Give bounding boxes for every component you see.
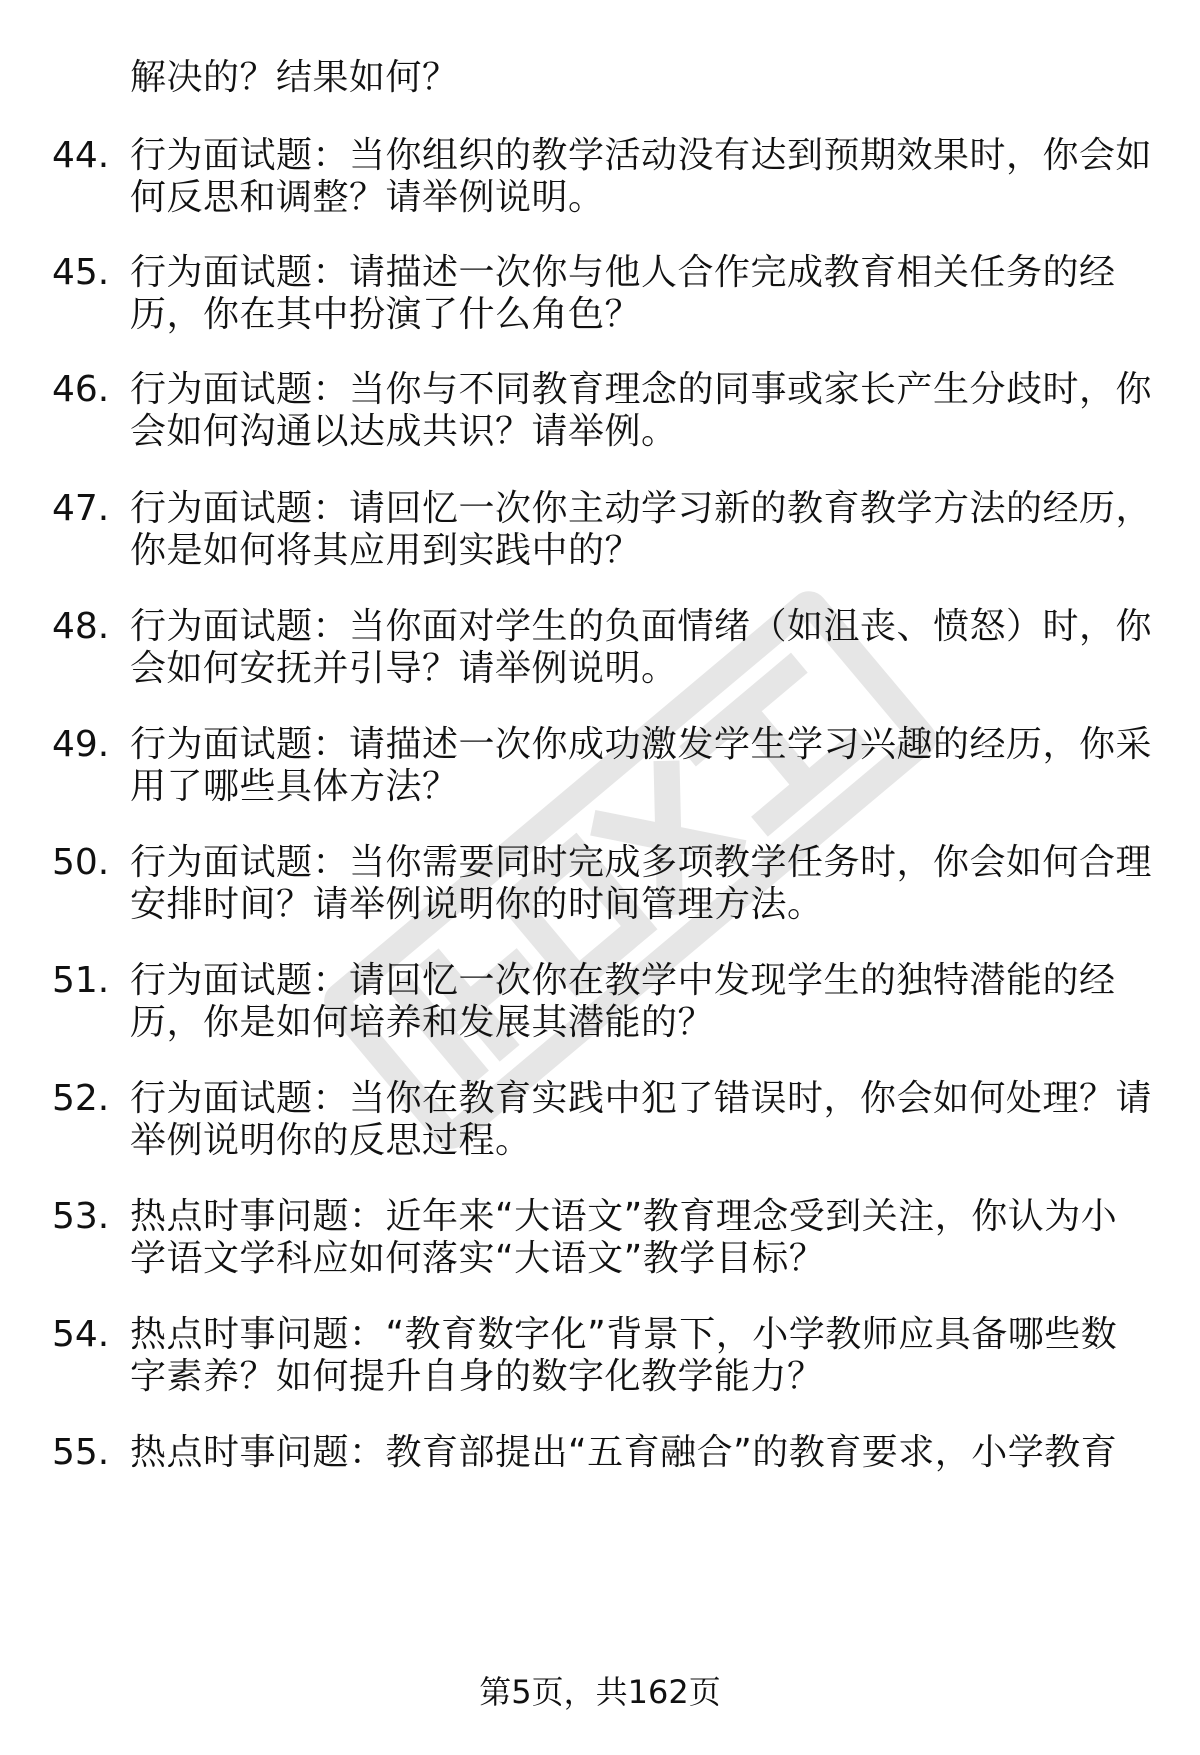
item-text-line2: 会如何沟通以达成共识？请举例。 — [130, 411, 678, 452]
item-text-line2: 用了哪些具体方法？ — [130, 766, 459, 807]
item-text-line1: 行为面试题：当你与不同教育理念的同事或家长产生分歧时，你 — [130, 369, 1153, 410]
item-text-line1: 行为面试题：当你面对学生的负面情绪（如沮丧、愤怒）时，你 — [130, 606, 1153, 647]
item-number: 44. — [52, 135, 110, 176]
item-text-line1: 行为面试题：当你需要同时完成多项教学任务时，你会如何合理 — [130, 842, 1153, 883]
item-text-line1: 热点时事问题：“教育数字化”背景下，小学教师应具备哪些数 — [130, 1314, 1118, 1355]
item-text-line2: 你是如何将其应用到实践中的？ — [130, 530, 642, 571]
item-text-line2: 何反思和调整？请举例说明。 — [130, 177, 605, 218]
item-text-line1: 行为面试题：请描述一次你与他人合作完成教育相关任务的经 — [130, 252, 1116, 293]
item-number: 47. — [52, 488, 110, 529]
item-text-line1: 行为面试题：请回忆一次你主动学习新的教育教学方法的经历， — [130, 488, 1153, 529]
intro-continuation-line: 解决的？结果如何？ — [130, 57, 459, 98]
item-number: 55. — [52, 1432, 110, 1473]
item-text-line2: 历，你是如何培养和发展其潜能的？ — [130, 1002, 715, 1043]
item-text-line1: 热点时事问题：教育部提出“五育融合”的教育要求，小学教育 — [130, 1432, 1118, 1473]
item-number: 52. — [52, 1078, 110, 1119]
item-text-line1: 行为面试题：当你组织的教学活动没有达到预期效果时，你会如 — [130, 135, 1153, 176]
item-number: 45. — [52, 252, 110, 293]
item-text-line2: 字素养？如何提升自身的数字化教学能力？ — [130, 1356, 824, 1397]
item-number: 54. — [52, 1314, 110, 1355]
item-number: 50. — [52, 842, 110, 883]
item-text-line1: 热点时事问题：近年来“大语文”教育理念受到关注，你认为小 — [130, 1196, 1118, 1237]
item-number: 53. — [52, 1196, 110, 1237]
item-text-line2: 学语文学科应如何落实“大语文”教学目标？ — [130, 1238, 826, 1279]
item-text-line1: 行为面试题：请回忆一次你在教学中发现学生的独特潜能的经 — [130, 960, 1116, 1001]
item-text-line2: 会如何安抚并引导？请举例说明。 — [130, 648, 678, 689]
item-text-line1: 行为面试题：当你在教育实践中犯了错误时，你会如何处理？请 — [130, 1078, 1153, 1119]
item-number: 51. — [52, 960, 110, 1001]
item-text-line2: 安排时间？请举例说明你的时间管理方法。 — [130, 884, 824, 925]
item-text-line2: 历，你在其中扮演了什么角色？ — [130, 294, 642, 335]
item-number: 49. — [52, 724, 110, 765]
item-text-line2: 举例说明你的反思过程。 — [130, 1120, 532, 1161]
item-text-line1: 行为面试题：请描述一次你成功激发学生学习兴趣的经历，你采 — [130, 724, 1153, 765]
page-number-footer: 第5页，共162页 — [479, 1673, 721, 1711]
item-number: 46. — [52, 369, 110, 410]
item-number: 48. — [52, 606, 110, 647]
